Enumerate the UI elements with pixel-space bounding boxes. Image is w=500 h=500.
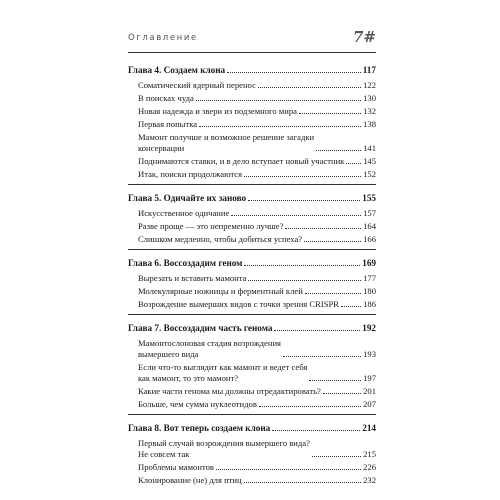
page-header <box>128 30 376 52</box>
entry-page-number: 157 <box>363 208 376 218</box>
entry-title-line: Не совсем так <box>138 449 190 459</box>
dot-leader <box>274 330 360 331</box>
toc-entry <box>128 399 376 410</box>
entry-title-line: Возрождение вымерших видов с точки зрения CRISPR <box>138 299 340 309</box>
dot-leader <box>259 406 361 407</box>
chapter-title: Глава 6. Воссоздадим геном <box>128 258 243 268</box>
dot-leader <box>346 163 361 164</box>
dot-leader <box>196 100 361 101</box>
entry-title <box>138 399 257 410</box>
chapter-section <box>128 258 376 315</box>
entry-title-line: вымершего вида <box>138 349 199 359</box>
toc-entry <box>128 132 376 154</box>
entry-page-number: 215 <box>363 449 376 459</box>
chapter-section <box>128 65 376 185</box>
dot-leader <box>285 228 361 229</box>
entry-page-number: 152 <box>363 169 376 179</box>
header-rule <box>128 52 376 53</box>
entry-title <box>138 386 321 397</box>
entry-title-line: Вырезать и вставить мамонта <box>138 273 247 283</box>
entry-title <box>138 299 339 310</box>
dot-leader <box>248 200 360 201</box>
chapter-heading <box>128 258 376 269</box>
entry-title <box>138 234 302 245</box>
entry-title <box>138 93 194 104</box>
entry-title <box>138 273 246 284</box>
entry-title-line: Искусственное одичание <box>138 208 230 218</box>
entry-page-number: 180 <box>363 286 376 296</box>
toc-entry <box>128 119 376 130</box>
entry-page-number: 132 <box>363 106 376 116</box>
toc-entry <box>128 338 376 360</box>
entry-title-line: Клонирование (не) для птиц <box>138 475 242 485</box>
chapter-title: Глава 8. Вот теперь создаем клона <box>128 423 271 433</box>
dot-leader <box>283 356 361 357</box>
toc-entry <box>128 273 376 284</box>
chapter-heading <box>128 65 376 76</box>
chapter-heading <box>128 323 376 334</box>
entry-title-line: В поисках чуда <box>138 93 194 103</box>
chapter-title: Глава 7. Воссоздадим часть генома <box>128 323 273 333</box>
chapter-section <box>128 423 376 490</box>
toc-entry <box>128 80 376 91</box>
dot-leader <box>299 113 361 114</box>
entry-title-line: Соматический ядерный перенос <box>138 80 256 90</box>
toc-entry <box>128 386 376 397</box>
dot-leader <box>341 306 361 307</box>
chapter-page-number: 169 <box>362 258 376 268</box>
entry-title <box>138 156 344 167</box>
entry-title-line: Если что-то выглядит как мамонт и ведет себя <box>138 362 308 372</box>
dot-leader <box>316 150 361 151</box>
dot-leader <box>304 241 361 242</box>
entry-page-number: 232 <box>363 475 376 485</box>
dot-leader <box>309 380 361 381</box>
entry-title <box>138 169 242 180</box>
entry-page-number: 164 <box>363 221 376 231</box>
entry-page-number: 138 <box>363 119 376 129</box>
toc-entry <box>128 299 376 310</box>
toc-entry <box>128 208 376 219</box>
dot-leader <box>227 72 361 73</box>
entry-title-line: Первая попытка <box>138 119 198 129</box>
entry-page-number: 226 <box>363 462 376 472</box>
dot-leader <box>248 280 361 281</box>
entry-page-number: 130 <box>363 93 376 103</box>
entry-title <box>138 362 307 384</box>
entry-title <box>138 475 242 486</box>
entry-page-number: 193 <box>363 349 376 359</box>
chapter-page-number: 155 <box>362 193 376 203</box>
dot-leader <box>244 482 361 483</box>
entry-page-number: 177 <box>363 273 376 283</box>
dot-leader <box>305 293 361 294</box>
chapter-page-number: 117 <box>362 65 376 75</box>
toc-entry <box>128 475 376 486</box>
entry-page-number: 186 <box>363 299 376 309</box>
dot-leader <box>231 215 361 216</box>
chapter-heading <box>128 193 376 204</box>
entry-title <box>138 106 297 117</box>
entry-title <box>138 286 303 297</box>
dot-leader <box>323 393 361 394</box>
entry-title <box>138 338 281 360</box>
entry-title-line: Итак, поиски продолжаются <box>138 169 243 179</box>
entry-title-line: Слишком медленно, чтобы добиться успеха? <box>138 234 303 244</box>
entry-page-number: 122 <box>363 80 376 90</box>
entry-title-line: Поднимаются ставки, и в дело вступает новый участник <box>138 156 345 166</box>
entry-page-number: 145 <box>363 156 376 166</box>
entry-title-line: консервации <box>138 143 185 153</box>
dot-leader <box>244 176 361 177</box>
toc-entry <box>128 234 376 245</box>
entry-title <box>138 80 256 91</box>
toc-entry <box>128 221 376 232</box>
toc-entry <box>128 169 376 180</box>
chapter-heading <box>128 423 376 434</box>
toc-entry <box>128 362 376 384</box>
entry-title-line: Новая надежда и звери из подземного мира <box>138 106 297 116</box>
entry-page-number: 166 <box>363 234 376 244</box>
entry-title-line: Больше, чем сумма нуклеотидов <box>138 399 257 409</box>
entry-page-number: 197 <box>363 373 376 383</box>
entry-title <box>138 208 229 219</box>
toc-entry <box>128 462 376 473</box>
entry-title-line: Молекулярные ножницы и ферментный клей <box>138 286 303 296</box>
toc-entry <box>128 106 376 117</box>
entry-title-line: Проблемы мамонтов <box>138 462 214 472</box>
dot-leader <box>258 87 361 88</box>
dot-leader <box>199 126 361 127</box>
table-of-contents <box>128 57 376 495</box>
page-number: 7# <box>352 28 376 46</box>
toc-entry <box>128 286 376 297</box>
entry-page-number: 141 <box>363 143 376 153</box>
toc-entry <box>128 438 376 460</box>
running-title: Оглавление <box>128 33 198 43</box>
entry-title-line: Мамонтослоновая стадия возрождения <box>138 338 282 348</box>
chapter-title: Глава 4. Создаем клона <box>128 65 226 75</box>
chapter-section <box>128 193 376 250</box>
chapter-page-number: 214 <box>362 423 376 433</box>
dot-leader <box>272 430 360 431</box>
entry-page-number: 201 <box>363 386 376 396</box>
entry-title-line: Разве проще — это непременно лучше? <box>138 221 284 231</box>
entry-page-number: 207 <box>363 399 376 409</box>
toc-entry <box>128 156 376 167</box>
chapter-page-number: 192 <box>362 323 376 333</box>
dot-leader <box>244 265 360 266</box>
entry-title-line: как мамонт, то это мамонт? <box>138 373 239 383</box>
entry-title-line: Мамонт получше и возможное решение загадки <box>138 132 315 142</box>
entry-title <box>138 438 310 460</box>
dot-leader <box>216 469 361 470</box>
entry-title <box>138 132 314 154</box>
entry-title-line: Какие части генома мы должны отредактировать? <box>138 386 321 396</box>
entry-title <box>138 221 283 232</box>
toc-entry <box>128 93 376 104</box>
entry-title <box>138 119 197 130</box>
chapter-section <box>128 323 376 415</box>
dot-leader <box>312 456 361 457</box>
entry-title <box>138 462 214 473</box>
chapter-title: Глава 5. Одичайте их заново <box>128 193 247 203</box>
entry-title-line: Первый случай возрождения вымершего вида? <box>138 438 310 448</box>
